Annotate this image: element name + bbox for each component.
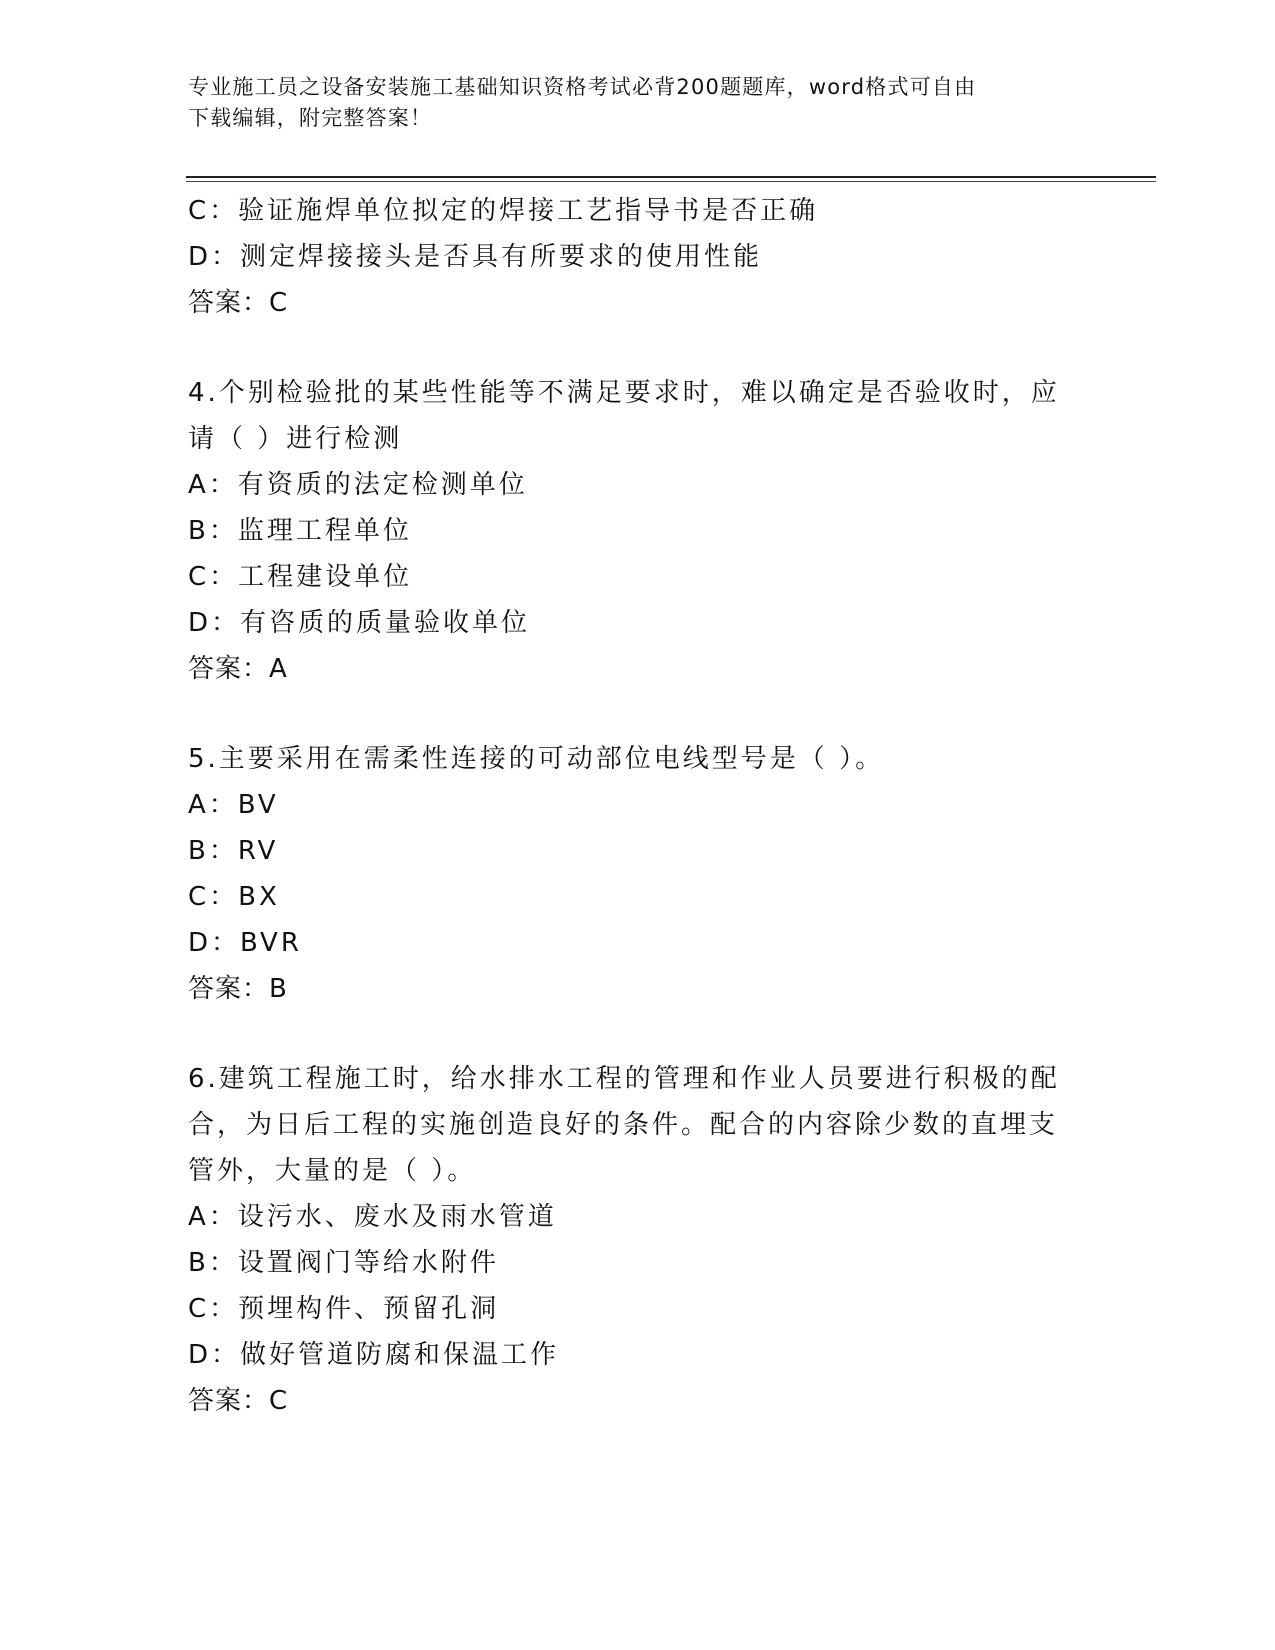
answer-line: 答案：A — [188, 654, 288, 684]
question-4 — [188, 370, 1068, 692]
answer-line: 答案：B — [188, 974, 288, 1004]
option-a: A：有资质的法定检测单位 — [188, 470, 528, 500]
header-divider-thin — [186, 181, 1156, 182]
question-stem-line: 请（ ）进行检测 — [188, 424, 403, 454]
option-b: B：设置阀门等给水附件 — [188, 1248, 499, 1278]
option-c: C：工程建设单位 — [188, 562, 413, 592]
option-d: D：BVR — [188, 928, 302, 958]
question-stem-line: 合，为日后工程的实施创造良好的条件。配合的内容除少数的直埋支 — [188, 1110, 1059, 1140]
option-c: C：预埋构件、预留孔洞 — [188, 1294, 500, 1324]
question-3-continued — [188, 188, 1068, 326]
option-c: C：BX — [188, 882, 280, 912]
option-a: A：设污水、废水及雨水管道 — [188, 1202, 557, 1232]
question-stem-line: 5.主要采用在需柔性连接的可动部位电线型号是（ ）。 — [188, 744, 885, 774]
document-header — [188, 72, 1068, 134]
question-content — [188, 188, 1068, 1424]
option-d: D：有咨质的质量验收单位 — [188, 608, 531, 638]
option-b: B：监理工程单位 — [188, 516, 412, 546]
question-stem-line: 4.个别检验批的某些性能等不满足要求时，难以确定是否验收时，应 — [188, 378, 1060, 408]
spacer — [188, 692, 1068, 736]
spacer — [188, 1012, 1068, 1056]
option-d: D：测定焊接接头是否具有所要求的使用性能 — [188, 242, 763, 272]
question-stem-line: 管外，大量的是（ ）。 — [188, 1156, 477, 1186]
answer-line: 答案：C — [188, 1386, 289, 1416]
header-divider-thick — [186, 176, 1156, 178]
question-5 — [188, 736, 1068, 1012]
spacer — [188, 326, 1068, 370]
option-c: C：验证施焊单位拟定的焊接工艺指导书是否正确 — [188, 196, 819, 226]
option-d: D：做好管道防腐和保温工作 — [188, 1340, 560, 1370]
question-stem-line: 6.建筑工程施工时，给水排水工程的管理和作业人员要进行积极的配 — [188, 1064, 1060, 1094]
answer-line: 答案：C — [188, 288, 289, 318]
option-b: B：RV — [188, 836, 279, 866]
question-6 — [188, 1056, 1068, 1424]
header-line-1: 专业施工员之设备安装施工基础知识资格考试必背200题题库，word格式可自由 — [188, 75, 977, 99]
header-line-2: 下载编辑，附完整答案！ — [188, 106, 433, 130]
option-a: A：BV — [188, 790, 279, 820]
